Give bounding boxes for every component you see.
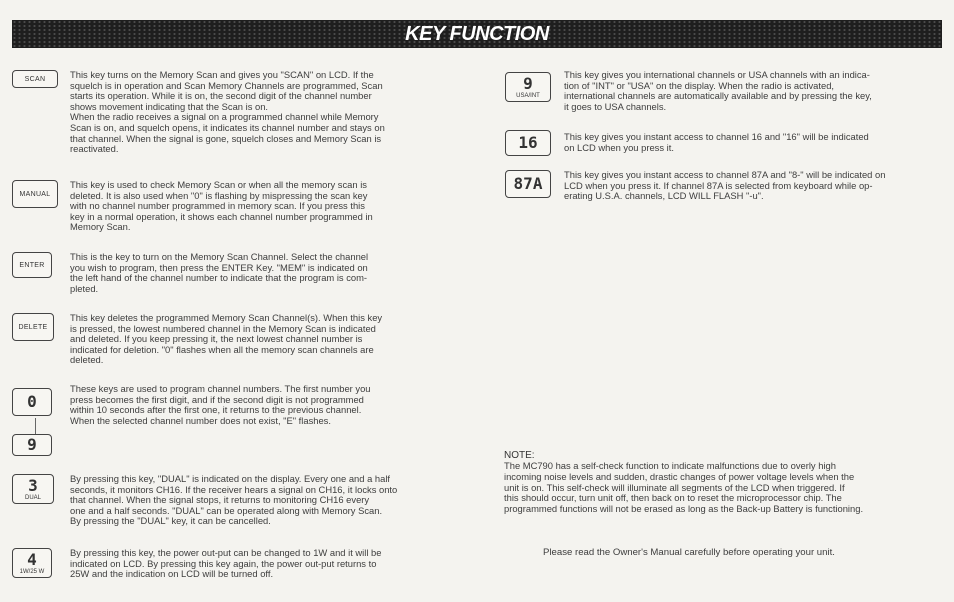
text-line: shows movement indicating that the Scan is on. <box>70 100 269 112</box>
scan-key <box>12 70 58 88</box>
text-line: deleted. <box>70 354 104 366</box>
text-line: squelch is in operation and Scan Memory Channels are programmed, Scan <box>70 79 383 91</box>
enter-key <box>12 252 52 278</box>
text-line: When the selected channel number does not exist, "E" flashes. <box>70 414 331 426</box>
manual-key <box>12 180 58 208</box>
text-line: This key turns on the Memory Scan and gives you "SCAN" on LCD. If the <box>70 69 374 80</box>
digits-description <box>70 384 450 426</box>
text-line: it goes to USA channels. <box>564 100 667 112</box>
text-line: By pressing the "DUAL" key, it can be cancelled. <box>70 515 271 527</box>
text-line: that channel. When the signal is gone, squelch closes and Memory Scan is <box>70 132 382 144</box>
text-line: deleted. It is also used when "0" is flashing by mispressing the scan key <box>70 189 368 201</box>
text-line: one and a half seconds. "DUAL" can be operated along with Memory Scan. <box>70 504 383 516</box>
text-line: indicated on LCD. By pressing this key again, the power out-put returns to <box>70 557 377 569</box>
text-line: is pressed, the lowest numbered channel in the Memory Scan is indicated <box>70 322 376 334</box>
text-line: This key deletes the programmed Memory Scan Channel(s). When this key <box>70 312 383 323</box>
text-line: that channel. When the signal stops, it returns to monitoring CH16 every <box>70 494 370 506</box>
channel-87a-description <box>564 170 940 202</box>
text-line: the left hand of the channel number to indicate that the program is com- <box>70 272 368 284</box>
manual-key-label: MANUAL <box>19 190 51 198</box>
text-line: programmed functions will not be erased as long as the Back-up Battery is functioning. <box>504 503 864 515</box>
text-line: 25W and the indication on LCD will be turned off. <box>70 568 274 580</box>
note-heading: NOTE: <box>504 450 535 461</box>
channel-16-key <box>505 130 551 156</box>
text-line: pleted. <box>70 282 99 294</box>
manual-description <box>70 180 450 233</box>
usa-int-description <box>564 70 940 112</box>
digit-9-label: 9 <box>27 435 37 454</box>
enter-description <box>70 252 450 294</box>
text-line: reactivated. <box>70 143 119 155</box>
scan-description <box>70 70 450 155</box>
text-line: By pressing this key, "DUAL" is indicated on the display. Every one and a half <box>70 473 391 484</box>
channel-16-description <box>564 132 940 153</box>
text-line: These keys are used to program channel numbers. The first number you <box>70 383 371 394</box>
usa-int-key-digit: 9 <box>523 73 533 93</box>
dual-key <box>12 474 54 504</box>
digit-0-label: 0 <box>27 392 37 411</box>
text-line: this should occur, turn unit off, then back on to reset the microprocessor chip. The <box>504 492 842 504</box>
dual-key-sublabel: DUAL <box>24 494 41 501</box>
text-line: with no channel number programmed in memory scan. If you press this <box>70 200 365 212</box>
header-banner <box>12 20 942 48</box>
channel-87a-key-label: 87A <box>513 174 543 193</box>
text-line: starts its operation. While it is on, the second digit of the channel number <box>70 90 372 102</box>
text-line: international channels are automatically available and by pressing the key, <box>564 90 872 102</box>
text-line: seconds, it monitors CH16. If the receiver hears a signal on CH16, it locks onto <box>70 483 398 495</box>
channel-87a-key <box>505 170 551 198</box>
text-line: This key gives you instant access to channel 87A and "8-" will be indicated on <box>564 169 886 180</box>
channel-16-key-label: 16 <box>518 133 538 152</box>
text-line: within 10 seconds after the first one, it returns to the previous channel. <box>70 404 362 416</box>
usa-int-key <box>505 72 551 102</box>
power-description <box>70 548 450 580</box>
digit-0-key <box>12 388 52 416</box>
power-key-digit: 4 <box>27 549 37 569</box>
text-line: By pressing this key, the power out-put can be changed to 1W and it will be <box>70 547 382 558</box>
text-line: on LCD when you press it. <box>564 141 674 153</box>
text-line: This is the key to turn on the Memory Scan Channel. Select the channel <box>70 251 369 262</box>
note-body <box>504 461 934 515</box>
text-line: tion of "INT" or "USA" on the display. When the radio is activated, <box>564 79 835 91</box>
digit-range-connector <box>35 418 36 434</box>
power-key <box>12 548 52 578</box>
text-line: and deleted. If you keep pressing it, the next lowest channel number is <box>70 333 363 345</box>
text-line: unit is on. This self-check will illuminate all segments of the LCD when triggered. If <box>504 481 845 493</box>
text-line: LCD when you press it. If channel 87A is selected from keyboard while op- <box>564 179 873 191</box>
text-line: incoming noise levels and sudden, drastic changes of power voltage levels when the <box>504 470 855 482</box>
text-line: When the radio receives a signal on a programmed channel while Memory <box>70 111 379 123</box>
page-title: KEY FUNCTION <box>405 22 549 45</box>
closing-remark: Please read the Owner's Manual carefully before operating your unit. <box>543 547 835 558</box>
power-key-sublabel: 1W/25 W <box>19 568 45 575</box>
digit-9-key <box>12 434 52 456</box>
delete-key-label: DELETE <box>18 323 48 331</box>
text-line: Scan is on, and squelch opens, it indicates its channel number and stays on <box>70 121 385 133</box>
dual-key-digit: 3 <box>28 475 38 495</box>
scan-key-label: SCAN <box>24 75 46 83</box>
text-line: key in a normal operation, it shows each channel number programmed in <box>70 210 373 222</box>
dual-description <box>70 474 450 527</box>
usa-int-key-sublabel: USA/INT <box>516 92 540 99</box>
text-line: indicated for deletion. "0" flashes when all the memory scan channels are <box>70 343 374 355</box>
text-line: This key gives you international channels or USA channels with an indica- <box>564 69 870 80</box>
enter-key-label: ENTER <box>19 261 45 269</box>
text-line: The MC790 has a self-check function to indicate malfunctions due to overly high <box>504 460 836 471</box>
text-line: Memory Scan. <box>70 221 131 233</box>
delete-key <box>12 313 54 341</box>
text-line: This key gives you instant access to channel 16 and "16" will be indicated <box>564 131 869 142</box>
text-line: press becomes the first digit, and if the second digit is not programmed <box>70 393 364 405</box>
text-line: you wish to program, then press the ENTER Key. "MEM" is indicated on <box>70 261 368 273</box>
text-line: This key is used to check Memory Scan or when all the memory scan is <box>70 179 367 190</box>
text-line: erating U.S.A. channels, LCD WILL FLASH "-u". <box>564 190 764 202</box>
delete-description <box>70 313 450 366</box>
